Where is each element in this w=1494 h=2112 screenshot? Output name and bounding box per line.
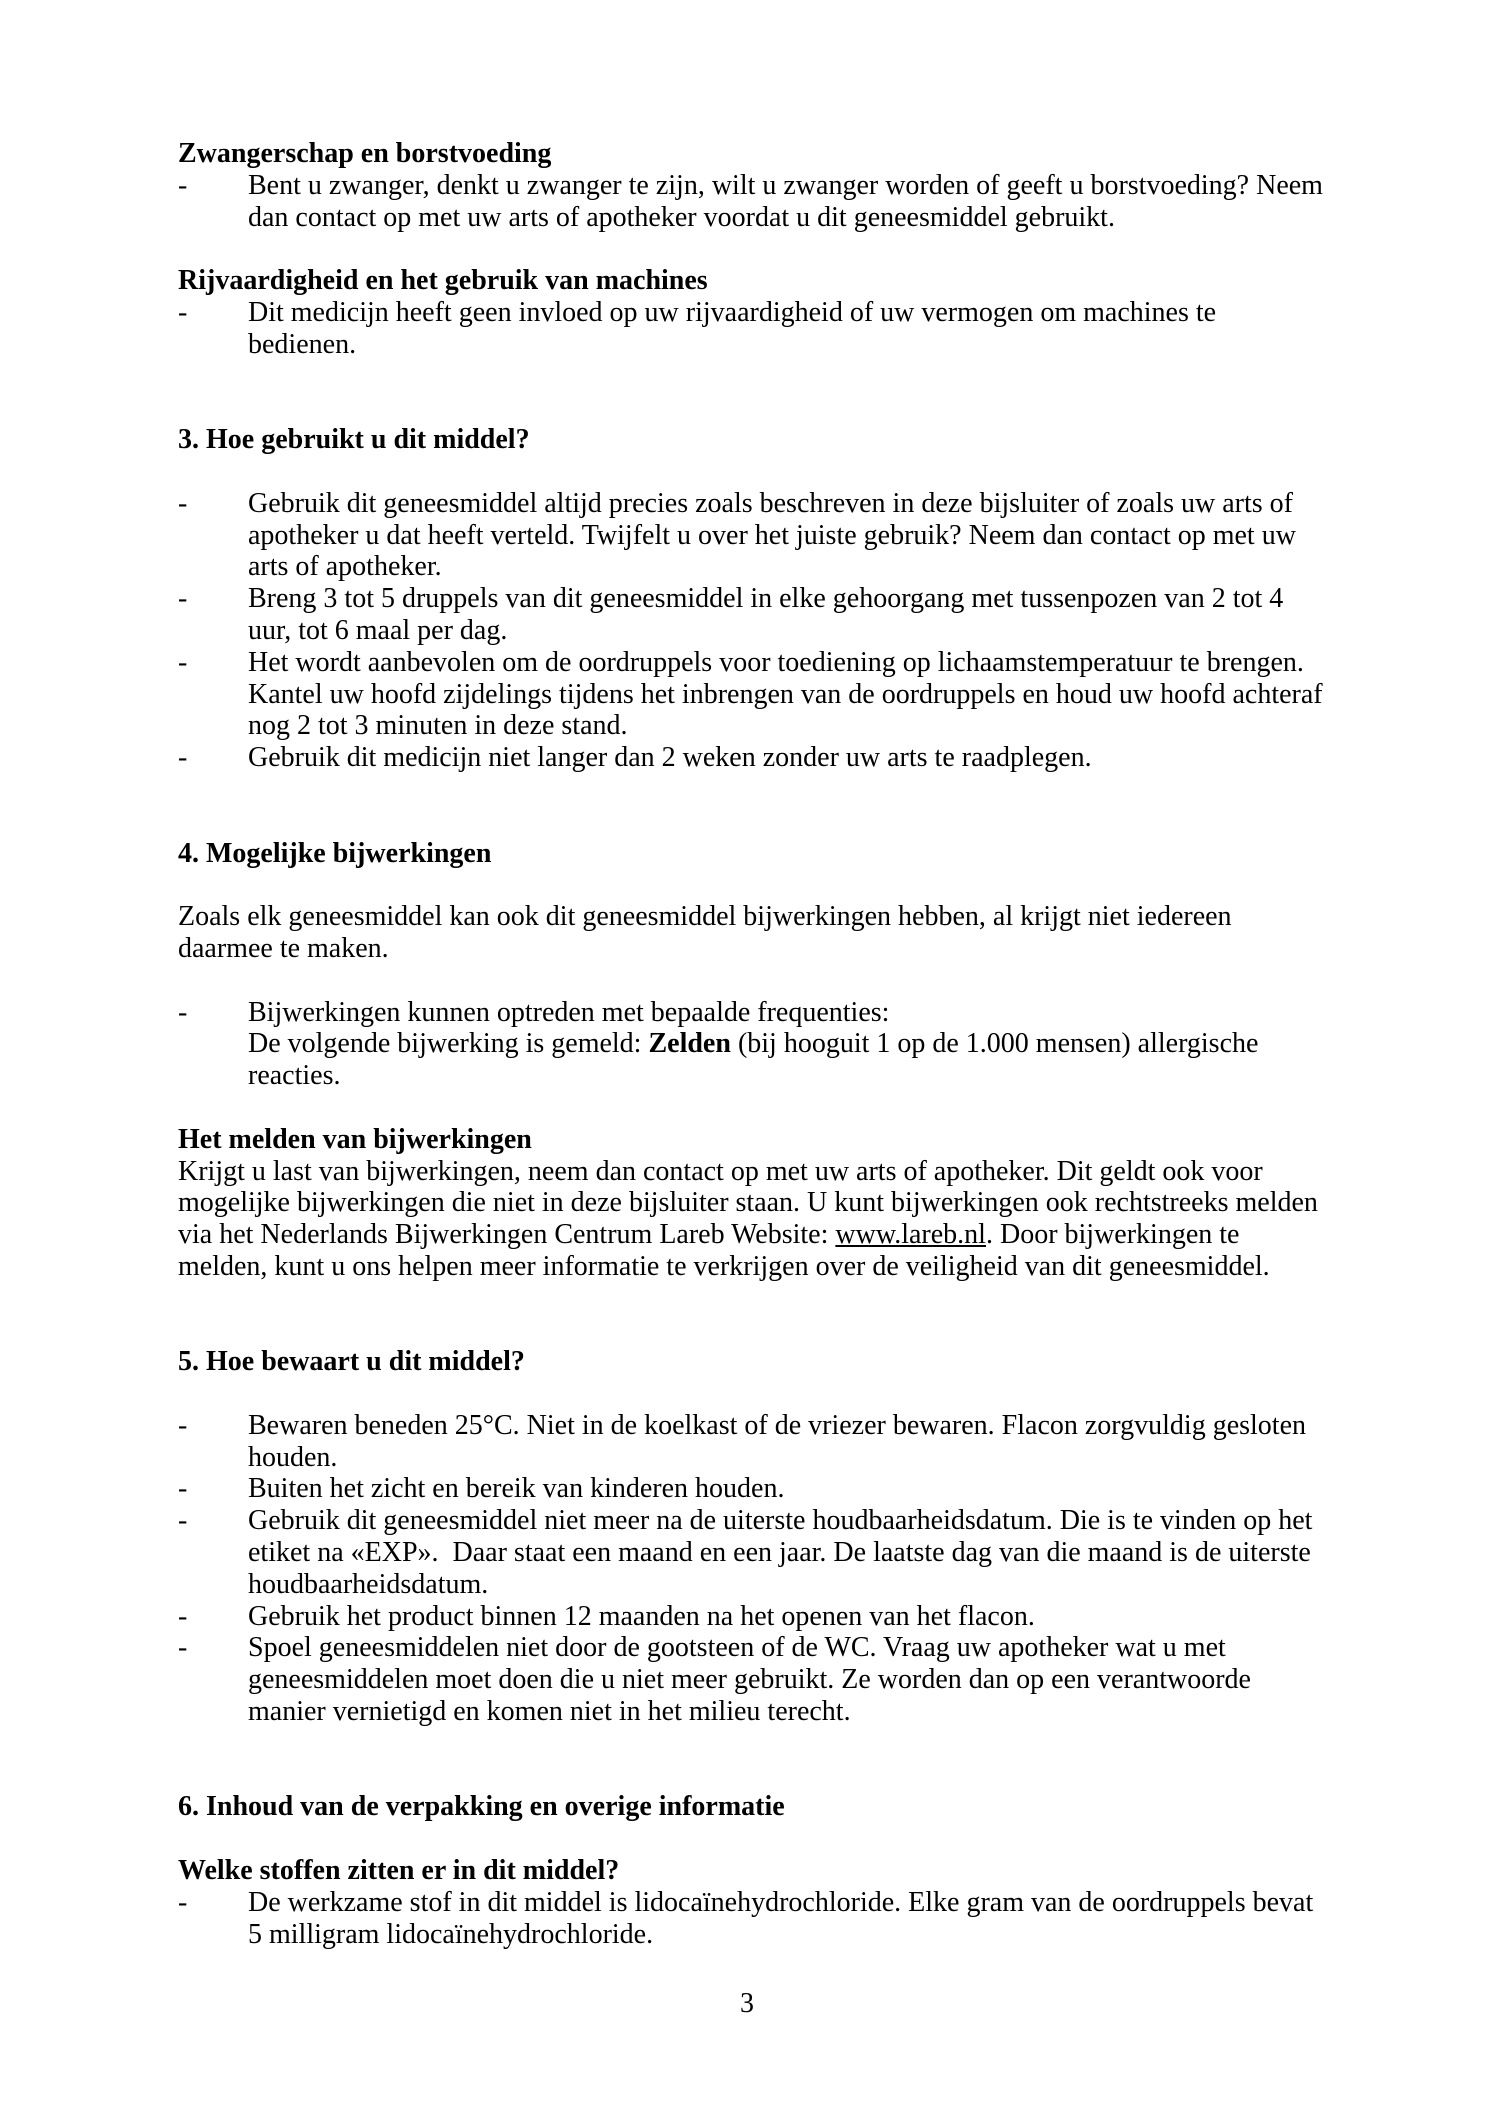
text-line: arts of apotheker. <box>248 551 442 583</box>
paragraph <box>178 1156 1344 1283</box>
text-line: Krijgt u last van bijwerkingen, neem dan contact op met uw arts of apotheker. Dit geldt ook voor <box>178 1155 1263 1187</box>
bullet-item <box>178 170 1344 234</box>
bullet-item <box>178 1505 1344 1600</box>
text-line: dan contact op met uw arts of apotheker voordat u dit geneesmiddel gebruikt. <box>248 201 1115 233</box>
text-line: Breng 3 tot 5 druppels van dit geneesmiddel in elke gehoorgang met tussenpozen van 2 tot 4 <box>248 583 1284 615</box>
text-line: Dit medicijn heeft geen invloed op uw rijvaardigheid of uw vermogen om machines te <box>248 296 1217 328</box>
spacer <box>178 1823 1344 1855</box>
text-line: daarmee te maken. <box>178 932 389 964</box>
text-line: Spoel geneesmiddelen niet door de gootsteen of de WC. Vraag uw apotheker wat u met <box>248 1632 1226 1664</box>
text-line: Bewaren beneden 25°C. Niet in de koelkast of de vriezer bewaren. Flacon zorgvuldig gesloten <box>248 1409 1306 1441</box>
spacer <box>178 965 1344 997</box>
spacer <box>178 1092 1344 1124</box>
text-segment: via het Nederlands Bijwerkingen Centrum Lareb Website: <box>178 1219 836 1251</box>
heading-het-melden: Het melden van bijwerkingen <box>178 1123 532 1155</box>
spacer <box>178 1283 1344 1347</box>
spacer <box>178 869 1344 901</box>
text-line: Bijwerkingen kunnen optreden met bepaalde frequenties: <box>248 996 890 1028</box>
text-line: Gebruik dit geneesmiddel altijd precies zoals beschreven in deze bijsluiter of zoals uw arts of <box>248 487 1293 519</box>
text-line: nog 2 tot 3 minuten in deze stand. <box>248 710 628 742</box>
text-line: Het wordt aanbevolen om de oordruppels voor toediening op lichaamstemperatuur te brengen. <box>248 646 1304 678</box>
bullet-marker: - <box>178 296 188 328</box>
bullet-item <box>178 1887 1344 1951</box>
text-line: uur, tot 6 maal per dag. <box>248 614 508 646</box>
text-line: manier vernietigd en komen niet in het milieu terecht. <box>248 1696 851 1728</box>
section-6-inhoud-van-de-verpakking <box>178 1791 1344 1950</box>
text-line <box>248 1028 1344 1060</box>
text-line <box>178 1219 1344 1251</box>
text-segment: (bij hooguit 1 op de 1.000 mensen) allergische <box>730 1028 1259 1060</box>
text-line: Kantel uw hoofd zijdelings tijdens het inbrengen van de oordruppels en houd uw hoofd achteraf <box>248 678 1323 710</box>
bullet-marker: - <box>178 487 188 519</box>
bullet-marker: - <box>178 1473 188 1505</box>
bullet-item <box>178 1473 1344 1505</box>
text-line: Gebruik het product binnen 12 maanden na het openen van het flacon. <box>248 1600 1035 1632</box>
text-line: mogelijke bijwerkingen die niet in deze bijsluiter staan. U kunt bijwerkingen ook rechtstreeks melden <box>178 1187 1318 1219</box>
spacer <box>178 1378 1344 1410</box>
bullet-item <box>178 647 1344 742</box>
text-line: geneesmiddelen moet doen die u niet meer gebruikt. Ze worden dan op een verantwoorde <box>248 1664 1251 1696</box>
text-segment: De volgende bijwerking is gemeld: <box>248 1028 649 1060</box>
bullet-item <box>178 1632 1344 1727</box>
lareb-link[interactable]: www.lareb.nl <box>835 1219 986 1251</box>
text-line: Bent u zwanger, denkt u zwanger te zijn, wilt u zwanger worden of geeft u borstvoeding? Neem <box>248 169 1323 201</box>
text-line: 5 milligram lidocaïnehydrochloride. <box>248 1918 654 1950</box>
text-line: Buiten het zicht en bereik van kinderen houden. <box>248 1473 785 1505</box>
heading-section-4: 4. Mogelijke bijwerkingen <box>178 837 492 869</box>
section-4-mogelijke-bijwerkingen <box>178 838 1344 1092</box>
bullet-item <box>178 997 1344 1092</box>
heading-rijvaardigheid: Rijvaardigheid en het gebruik van machines <box>178 265 708 297</box>
bullet-item <box>178 488 1344 583</box>
heading-section-3: 3. Hoe gebruikt u dit middel? <box>178 424 530 456</box>
heading-section-6: 6. Inhoud van de verpakking en overige informatie <box>178 1791 785 1823</box>
bullet-marker: - <box>178 169 188 201</box>
spacer <box>178 774 1344 838</box>
bullet-marker: - <box>178 646 188 678</box>
text-line: houdbaarheidsdatum. <box>248 1568 489 1600</box>
paragraph <box>178 901 1344 965</box>
text-line: bedienen. <box>248 328 357 360</box>
bullet-marker: - <box>178 1600 188 1632</box>
bullet-item <box>178 583 1344 647</box>
bullet-item <box>178 297 1344 361</box>
spacer <box>178 1728 1344 1792</box>
page-number: 3 <box>740 1988 754 2019</box>
spacer <box>178 361 1344 425</box>
bullet-marker: - <box>178 583 188 615</box>
text-line: melden, kunt u ons helpen meer informatie te verkrijgen over de veiligheid van dit geneesmiddel. <box>178 1250 1270 1282</box>
heading-section-5: 5. Hoe bewaart u dit middel? <box>178 1346 525 1378</box>
text-line: Zoals elk geneesmiddel kan ook dit geneesmiddel bijwerkingen hebben, al krijgt niet iedereen <box>178 901 1232 933</box>
text-line: Gebruik dit geneesmiddel niet meer na de uiterste houdbaarheidsdatum. Die is te vinden op het <box>248 1505 1313 1537</box>
text-segment: . Door bijwerkingen te <box>985 1219 1240 1251</box>
bullet-marker: - <box>178 1632 188 1664</box>
section-5-hoe-bewaart-u-dit-middel <box>178 1346 1344 1728</box>
text-line: De werkzame stof in dit middel is lidocaïnehydrochloride. Elke gram van de oordruppels bevat <box>248 1886 1314 1918</box>
bullet-item <box>178 1410 1344 1474</box>
bullet-item <box>178 742 1344 774</box>
bullet-marker: - <box>178 1886 188 1918</box>
text-segment-bold: Zelden <box>648 1028 731 1060</box>
spacer <box>178 233 1344 265</box>
section-zwangerschap-en-borstvoeding <box>178 138 1344 233</box>
spacer <box>178 456 1344 488</box>
section-3-hoe-gebruikt-u-dit-middel <box>178 424 1344 774</box>
text-line: houden. <box>248 1441 338 1473</box>
bullet-marker: - <box>178 1409 188 1441</box>
text-line: apotheker u dat heeft verteld. Twijfelt u over het juiste gebruik? Neem dan contact op met uw <box>248 519 1296 551</box>
section-rijvaardigheid <box>178 265 1344 360</box>
bullet-item <box>178 1601 1344 1633</box>
text-line: etiket na «EXP». Daar staat een maand en een jaar. De laatste dag van die maand is de uiterste <box>248 1537 1311 1569</box>
heading-welke-stoffen: Welke stoffen zitten er in dit middel? <box>178 1855 620 1887</box>
section-het-melden-van-bijwerkingen <box>178 1124 1344 1283</box>
text-line: Gebruik dit medicijn niet langer dan 2 weken zonder uw arts te raadplegen. <box>248 742 1092 774</box>
bullet-marker: - <box>178 1505 188 1537</box>
bullet-marker: - <box>178 742 188 774</box>
text-line: reacties. <box>248 1060 341 1092</box>
bullet-marker: - <box>178 996 188 1028</box>
heading-zwangerschap: Zwangerschap en borstvoeding <box>178 138 552 169</box>
